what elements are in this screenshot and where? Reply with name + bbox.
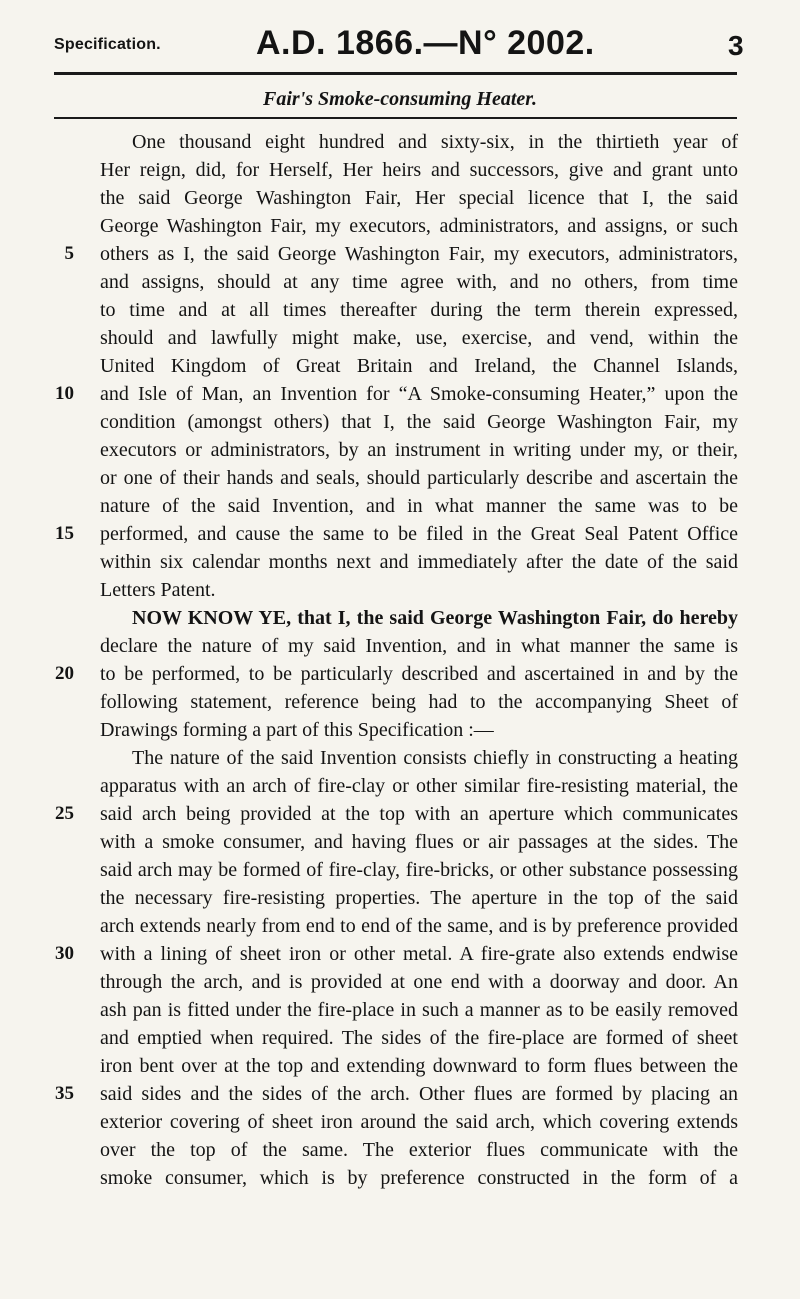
text-line: United Kingdom of Great Britain and Ireland, the Channel Islands, — [100, 355, 738, 377]
text-line: performed, and cause the same to be filed in the Great Seal Patent Office — [100, 523, 738, 545]
text-line: executors or administrators, by an instrument in writing under my, or their, — [100, 439, 738, 461]
text-line: One thousand eight hundred and sixty-six, in the thirtieth year of — [132, 131, 738, 153]
line-number: 5 — [64, 243, 74, 264]
text-line: should and lawfully might make, use, exercise, and vend, within the — [100, 327, 738, 349]
text-line: ash pan is fitted under the fire-place in such a manner as to be easily removed — [100, 999, 738, 1021]
text-line: nature of the said Invention, and in what manner the same was to be — [100, 495, 738, 517]
text-line: following statement, reference being had to the accompanying Sheet of — [100, 691, 738, 713]
text-line: Her reign, did, for Herself, Her heirs and successors, give and grant unto — [100, 159, 738, 181]
text-line: apparatus with an arch of fire-clay or other similar fire-resisting material, the — [100, 775, 738, 797]
text-line: condition (amongst others) that I, the said George Washington Fair, my — [100, 411, 738, 433]
text-line: within six calendar months next and immediately after the date of the said — [100, 551, 738, 573]
text-line: Letters Patent. — [100, 579, 216, 601]
text-line: NOW KNOW YE, that I, the said George Washington Fair, do hereby — [132, 607, 738, 629]
header-rule-bottom — [54, 117, 737, 119]
text-line: and Isle of Man, an Invention for “A Smoke-consuming Heater,” upon the — [100, 383, 738, 405]
text-line: with a lining of sheet iron or other metal. A fire-grate also extends endwise — [100, 943, 738, 965]
line-number: 30 — [55, 943, 74, 964]
text-line: said arch being provided at the top with an aperture which communicates — [100, 803, 738, 825]
document-subtitle: Fair's Smoke-consuming Heater. — [263, 88, 537, 110]
line-number: 15 — [55, 523, 74, 544]
page-number: 3 — [728, 30, 744, 61]
text-line: arch extends nearly from end to end of the same, and is by preference provided — [100, 915, 738, 937]
text-line: or one of their hands and seals, should particularly describe and ascertain the — [100, 467, 738, 489]
text-line: over the top of the same. The exterior flues communicate with the — [100, 1139, 738, 1161]
text-line: others as I, the said George Washington Fair, my executors, administrators, — [100, 243, 738, 265]
line-number: 20 — [55, 663, 74, 684]
text-line: said sides and the sides of the arch. Other flues are formed by placing an — [100, 1083, 738, 1105]
header-rule-top — [54, 72, 737, 75]
text-line: through the arch, and is provided at one end with a doorway and door. An — [100, 971, 738, 993]
text-line: to time and at all times thereafter during the term therein expressed, — [100, 299, 738, 321]
text-line: to be performed, to be particularly described and ascertained in and by the — [100, 663, 738, 685]
line-number: 35 — [55, 1083, 74, 1104]
text-line: smoke consumer, which is by preference constructed in the form of a — [100, 1167, 738, 1189]
page-title: A.D. 1866.—N° 2002. — [256, 24, 595, 62]
text-line: the said George Washington Fair, Her special licence that I, the said — [100, 187, 738, 209]
line-number: 10 — [55, 383, 74, 404]
text-line: the necessary fire-resisting properties. The aperture in the top of the said — [100, 887, 738, 909]
text-line: The nature of the said Invention consists chiefly in constructing a heating — [132, 747, 738, 769]
text-line: iron bent over at the top and extending downward to form flues between the — [100, 1055, 738, 1077]
text-line: declare the nature of my said Invention, and in what manner the same is — [100, 635, 738, 657]
text-line: and emptied when required. The sides of the fire-place are formed of sheet — [100, 1027, 738, 1049]
line-number: 25 — [55, 803, 74, 824]
text-line: said arch may be formed of fire-clay, fire-bricks, or other substance possessing — [100, 859, 738, 881]
text-line: Drawings forming a part of this Specification :— — [100, 719, 494, 741]
text-line: exterior covering of sheet iron around the said arch, which covering extends — [100, 1111, 738, 1133]
specification-label: Specification. — [54, 36, 161, 53]
text-line: with a smoke consumer, and having flues or air passages at the sides. The — [100, 831, 738, 853]
text-line: George Washington Fair, my executors, administrators, and assigns, or such — [100, 215, 738, 237]
text-line: and assigns, should at any time agree with, and no others, from time — [100, 271, 738, 293]
